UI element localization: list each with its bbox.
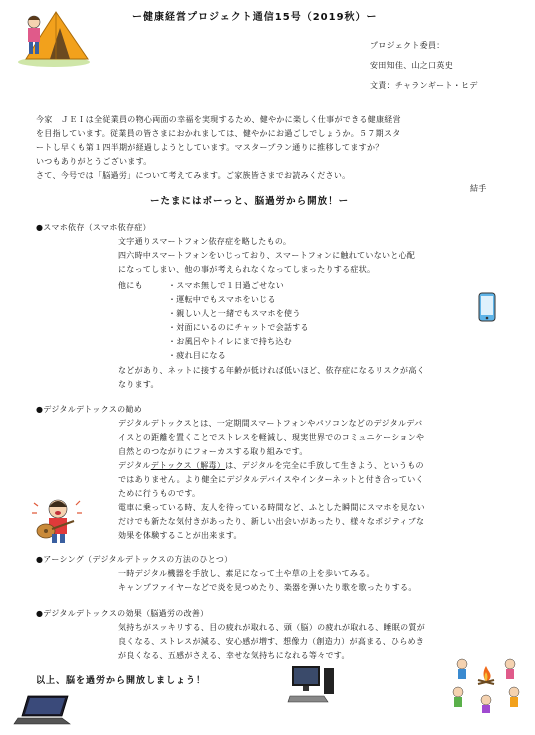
section2-line-9: 効果を体験することが出来ます。 <box>118 531 242 540</box>
closing-message: 以上、脳を過労から開放しましょう！ <box>36 676 207 686</box>
section1-others-label: 他にも <box>118 281 143 290</box>
section2-line-4-b: は、デジタルを完全に手放して生きよう、というもの <box>225 461 424 470</box>
section1-line-3: になってしまい、他の事が考えられなくなってしまったりする症状。 <box>118 265 376 274</box>
section1-line-1: 文字通りスマートフォン依存症を略したもの。 <box>118 237 292 246</box>
section1-bullet-4: ・対面にいるのにチャットで会話する <box>168 323 309 332</box>
guitar-player-illustration <box>30 495 85 545</box>
camping-tent-illustration <box>12 4 92 69</box>
section1-bullet-1: ・スマホ無しで１日過ごせない <box>168 281 285 290</box>
committee-members: 安田知佳、山之口英史 <box>370 61 453 70</box>
section3-line-2: キャンプファイヤーなどで炎を見つめたり、楽器を弾いたり歌を歌ったりする。 <box>118 583 417 592</box>
section2-line-4 <box>118 460 424 472</box>
section4-line-2: 良くなる、ストレスが減る、安心感が増す、想像力（創造力）が高まる、ひらめき <box>118 637 425 646</box>
intro-line-1: 今家 ＪＥＩは全従業員の物心両面の幸福を実現するため、健やかに楽しく仕事ができる健康経営 <box>36 115 401 124</box>
intro-line-3: ートし早くも第１四半期が経過しようとしています。マスタープラン通りに推移してますか？ <box>36 143 384 152</box>
section1-bullet-5: ・お風呂やトイレにまで持ち込む <box>168 337 292 346</box>
section2-line-5: ではありません。より健全にデジタルデバイスやインターネットと付き合っていく <box>118 475 424 484</box>
intro-line-4: いつもありがとうございます。 <box>36 157 152 166</box>
intro-line-5: さて、今号では「脳過労」について考えてみます。ご家族皆さまでお読みください。 <box>36 171 351 180</box>
section2-line-1: デジタルデトックスとは、一定期間スマートフォンやパソコンなどのデジタルデバ <box>118 419 423 428</box>
section4-heading: ●デジタルデトックスの効果（脳過労の改善） <box>36 609 209 618</box>
desktop-computer-illustration <box>288 664 338 706</box>
section1-closing-2: なります。 <box>118 380 159 389</box>
section3-heading: ●アーシング（デジタルデトックスの方法のひとつ） <box>36 555 233 564</box>
section2-heading: ●デジタルデトックスの勧め <box>36 405 143 414</box>
intro-line-2: を目指しています。従業員の皆さまにおかれましては、健やかにお過ごしでしょうか。５７期スタ <box>36 129 401 138</box>
section1-line-2: 四六時中スマートフォンをいじっており、スマートフォンに触れていないと心配 <box>118 251 416 260</box>
campfire-group-illustration <box>448 652 524 714</box>
section1-heading: ●スマホ依存（スマホ依存症） <box>36 223 151 232</box>
section4-line-1: 気持ちがスッキリする、目の疲れが取れる、頭（脳）の疲れが取れる、睡眠の質が <box>118 623 426 632</box>
detox-underlined-term: デトックス（解毒） <box>150 461 226 470</box>
smartphone-icon <box>478 292 496 322</box>
section1-closing-1: などがあり、ネットに接する年齢が低ければ低いほど、依存症になるリスクが高く <box>118 366 425 375</box>
committee-label: プロジェクト委員： <box>370 41 445 50</box>
section4-line-3: が良くなる、五感がさえる、幸せな気持ちになれる等々です。 <box>118 651 350 660</box>
section2-line-8: だけでも新たな気付きがあったり、新しい出会いがあったり、様々なポジティブな <box>118 517 425 526</box>
section2-line-2: イスとの距離を置くことでストレスを軽減し、現実世界でのコミュニケーションや <box>118 433 425 442</box>
section1-bullet-3: ・親しい人と一緒でもスマホを使う <box>168 309 301 318</box>
intro-signoff: 結手 <box>470 184 487 193</box>
section1-bullet-6: ・疲れ目になる <box>168 351 227 360</box>
section2-line-6: ために行うものです。 <box>118 489 201 498</box>
laptop-illustration <box>14 694 74 726</box>
section2-line-3: 自然とのつながりにフォーカスする取り組みです。 <box>118 447 308 456</box>
subtitle: ーたまにはボーっと、脳過労から開放！ー <box>150 196 350 207</box>
author-credit: 文責：チャランギート・ヒデ <box>370 81 478 90</box>
section1-bullet-2: ・運転中でもスマホをいじる <box>168 295 276 304</box>
page-title: ー健康経営プロジェクト通信15号（2019秋）ー <box>132 12 378 23</box>
section2-line-7: 電車に乗っている時、友人を待っている時間など、ふとした瞬間にスマホを見ない <box>118 503 425 512</box>
section2-line-4-a: デジタル <box>118 461 151 470</box>
section3-line-1: 一時デジタル機器を手放し、素足になって土や草の上を歩いてみる。 <box>118 569 375 578</box>
